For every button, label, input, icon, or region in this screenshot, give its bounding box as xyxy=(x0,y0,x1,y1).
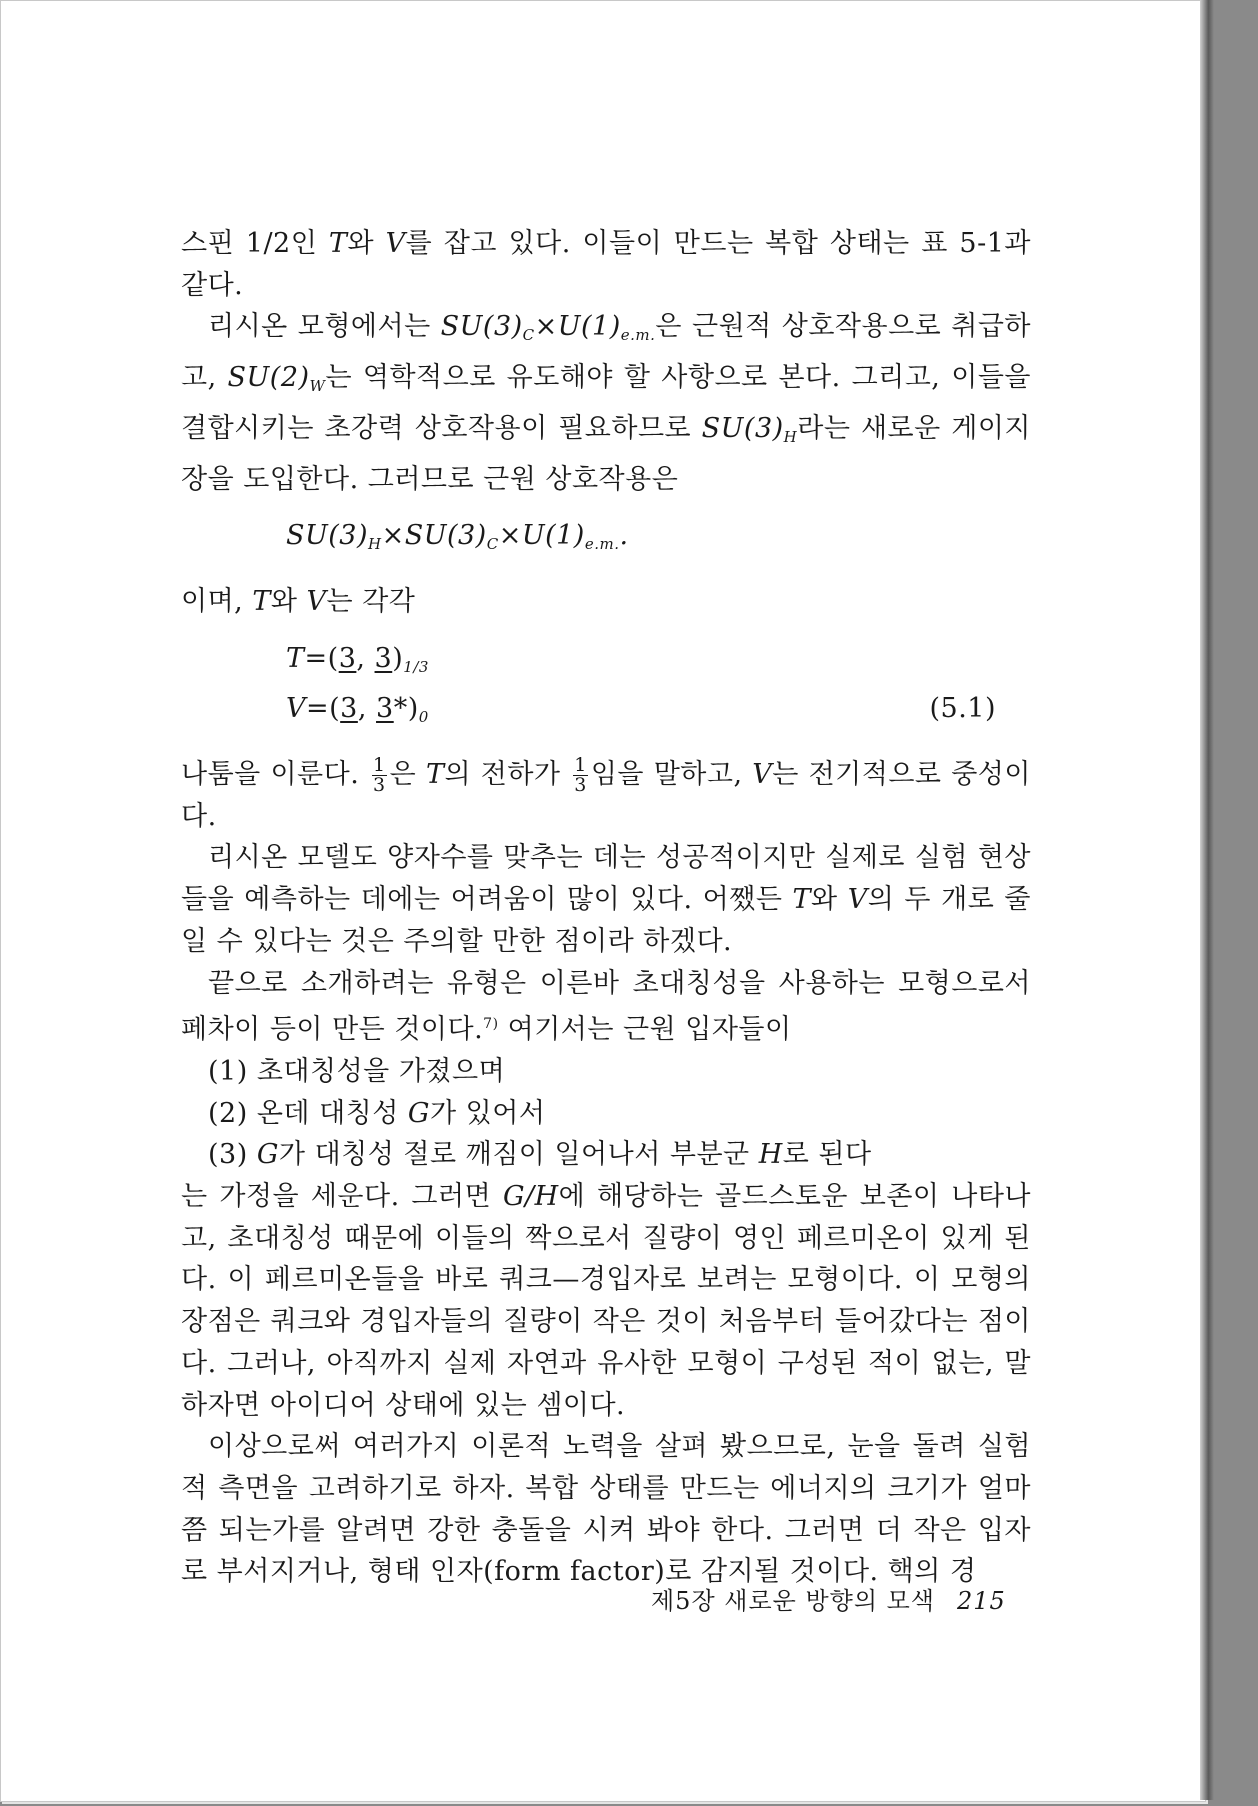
math-symbol: SU(3) xyxy=(286,520,368,552)
math-symbol: V xyxy=(306,585,327,617)
math-symbol: SU(2) xyxy=(227,362,310,394)
math-symbol: T xyxy=(286,642,305,674)
math-subscript: W xyxy=(309,377,326,396)
text-run: 가 대칭성 절로 깨짐이 일어나서 부분군 xyxy=(278,1139,759,1171)
math-symbol: T xyxy=(425,759,445,791)
text-run: 는 가정을 세운다. 그러면 xyxy=(181,1181,503,1213)
math-symbol: V xyxy=(752,759,773,791)
math-symbol: V xyxy=(847,884,868,916)
text-run: 의 전하가 xyxy=(444,759,571,791)
equation-number: (5.1) xyxy=(929,693,996,725)
math-operator: , xyxy=(356,642,375,674)
list-item-1: (1) 초대칭성을 가졌으며 xyxy=(208,1055,506,1087)
equation-v xyxy=(181,688,1031,739)
paragraph-7 xyxy=(181,1176,1031,1426)
math-symbol: SU(3) xyxy=(701,412,784,444)
math-subscript: C xyxy=(486,535,499,554)
math-symbol: T xyxy=(328,228,348,259)
paragraph-3 xyxy=(181,581,1031,623)
math-symbol: G xyxy=(407,1097,430,1129)
text-run: 나툼을 이룬다. xyxy=(181,759,370,791)
math-operator: , xyxy=(357,693,377,725)
math-subscript: 1/3 xyxy=(403,657,429,676)
footnote-ref: 7) xyxy=(483,1016,499,1033)
math-operator: . xyxy=(619,520,629,552)
text-run: 은 근원적 상호작용으로 취급하고, xyxy=(181,311,1031,394)
chapter-title: 제5장 새로운 방향의 모색 xyxy=(651,1587,935,1615)
math-symbol: G/H xyxy=(502,1181,559,1213)
paragraph-2 xyxy=(181,306,1031,500)
math-symbol: V xyxy=(385,228,406,259)
fraction xyxy=(573,756,588,795)
text-run: 는 각각 xyxy=(326,585,416,617)
math-subscript: 0 xyxy=(418,708,429,727)
math-operator: × xyxy=(498,520,522,552)
math-subscript: H xyxy=(783,427,798,446)
running-footer xyxy=(651,1581,1006,1616)
text-run: 와 xyxy=(811,884,848,916)
equation-t xyxy=(181,638,1031,689)
text-run: 를 잡고 있다. 이들이 만드는 복합 상태는 표 5-1과 같다. xyxy=(181,228,1031,301)
text-run: 라는 새로운 게이지 장을 도입한다. 그러므로 근원 상호작용은 xyxy=(181,412,1031,495)
text-run: 끝으로 소개하려는 유형은 이른바 초대칭성을 사용하는 모형으로서 페차이 등이 만든 것이다. xyxy=(181,967,1031,1046)
formula-gauge-group xyxy=(181,515,1031,566)
text-run: 와 xyxy=(347,228,386,259)
fraction-denominator: 3 xyxy=(574,774,587,797)
math-operator: =( xyxy=(306,693,341,725)
paragraph-1 xyxy=(181,223,1031,306)
math-symbol: SU(3) xyxy=(404,520,487,552)
text-run: 는 전기적으로 중성이다. xyxy=(181,759,1031,832)
body-text xyxy=(181,223,1031,1593)
book-spine-edge xyxy=(1200,0,1214,1800)
text-run: 가 있어서 xyxy=(429,1097,546,1129)
math-symbol: V xyxy=(286,693,306,725)
math-operator: * xyxy=(393,693,408,725)
text-run: 리시온 모델도 양자수를 맞추는 데는 성공적이지만 실제로 실험 현상들을 예측하는 데에는 어려움이 많이 있다. 어쨌든 xyxy=(181,842,1031,916)
text-run: 와 xyxy=(270,585,307,617)
text-run: 은 xyxy=(389,759,426,791)
math-symbol: 3 xyxy=(340,693,358,725)
math-symbol: 3 xyxy=(338,642,357,674)
math-symbol: U(1) xyxy=(557,311,621,343)
text-run: 스핀 1/2인 xyxy=(181,228,329,259)
math-subscript: e.m. xyxy=(584,535,620,554)
math-operator: ) xyxy=(407,693,419,725)
text-run: 임을 말하고, xyxy=(590,759,753,791)
page-number: 215 xyxy=(957,1587,1006,1615)
paragraph-6 xyxy=(181,963,1031,1051)
math-subscript: C xyxy=(522,326,535,345)
math-symbol: T xyxy=(792,884,812,916)
math-operator: × xyxy=(381,520,405,552)
text-run: 의 두 개로 줄일 수 있다는 것은 주의할 만한 점이라 하겠다. xyxy=(181,884,1031,957)
math-symbol: T xyxy=(252,585,271,617)
text-run: 리시온 모형에서는 xyxy=(208,311,441,343)
math-operator: × xyxy=(534,311,558,343)
paragraph-5 xyxy=(181,837,1031,962)
math-symbol: 3 xyxy=(374,642,393,674)
paragraph-8: 이상으로써 여러가지 이론적 노력을 살펴 봤으므로, 눈을 돌려 실험적 측면을 고려하기로 하자. 복합 상태를 만드는 에너지의 크기가 얼마쯤 되는가를 알려면 강한 충돌을 시켜 봐야 한다. 그러면 더 작은 입자로 부서지거나, 형태 인자(form factor)로 감지될 것이다. 핵의 경 xyxy=(181,1431,1031,1588)
fraction-numerator: 1 xyxy=(574,754,587,777)
text-run: (2) 온데 대칭성 xyxy=(208,1097,408,1129)
math-subscript: H xyxy=(368,535,382,554)
math-symbol: U(1) xyxy=(521,520,585,552)
math-symbol: H xyxy=(758,1139,783,1171)
list-item-3 xyxy=(181,1134,1031,1176)
paragraph-4 xyxy=(181,754,1031,837)
math-operator: ) xyxy=(392,642,404,674)
math-symbol: SU(3) xyxy=(440,311,523,343)
text-run: (3) xyxy=(208,1139,257,1171)
math-operator: =( xyxy=(304,642,339,674)
math-subscript: e.m. xyxy=(620,326,656,345)
fraction-numerator: 1 xyxy=(373,754,386,777)
list-item-2 xyxy=(181,1093,1031,1135)
fraction-denominator: 3 xyxy=(373,774,386,797)
text-run: 여기서는 근원 입자들이 xyxy=(498,1014,792,1046)
fraction xyxy=(372,756,387,795)
text-run: 에 해당하는 골드스토운 보존이 나타나고, 초대칭성 때문에 이들의 짝으로서 질량이 영인 페르미온이 있게 된다. 이 페르미온들을 바로 쿼크—경입자로 보려는 모형이다. 이 모형의 장점은 쿼크와 경입자들의 질량이 작은 것이 처음부터 들어갔다는 점이다. 그러나, 아직까지 실제 자연과 유사한 모형이 구성된 적이 없는, 말하자면 아이디어 상태에 있는 셈이다. xyxy=(181,1181,1031,1421)
text-run: 로 된다 xyxy=(782,1139,872,1171)
math-symbol: G xyxy=(256,1139,279,1171)
text-run: 이며, xyxy=(181,585,253,617)
text-run: 는 역학적으로 유도해야 할 사항으로 본다. 그리고, 이들을 결합시키는 초강력 상호작용이 필요하므로 xyxy=(181,362,1031,444)
math-symbol: 3 xyxy=(376,693,394,725)
